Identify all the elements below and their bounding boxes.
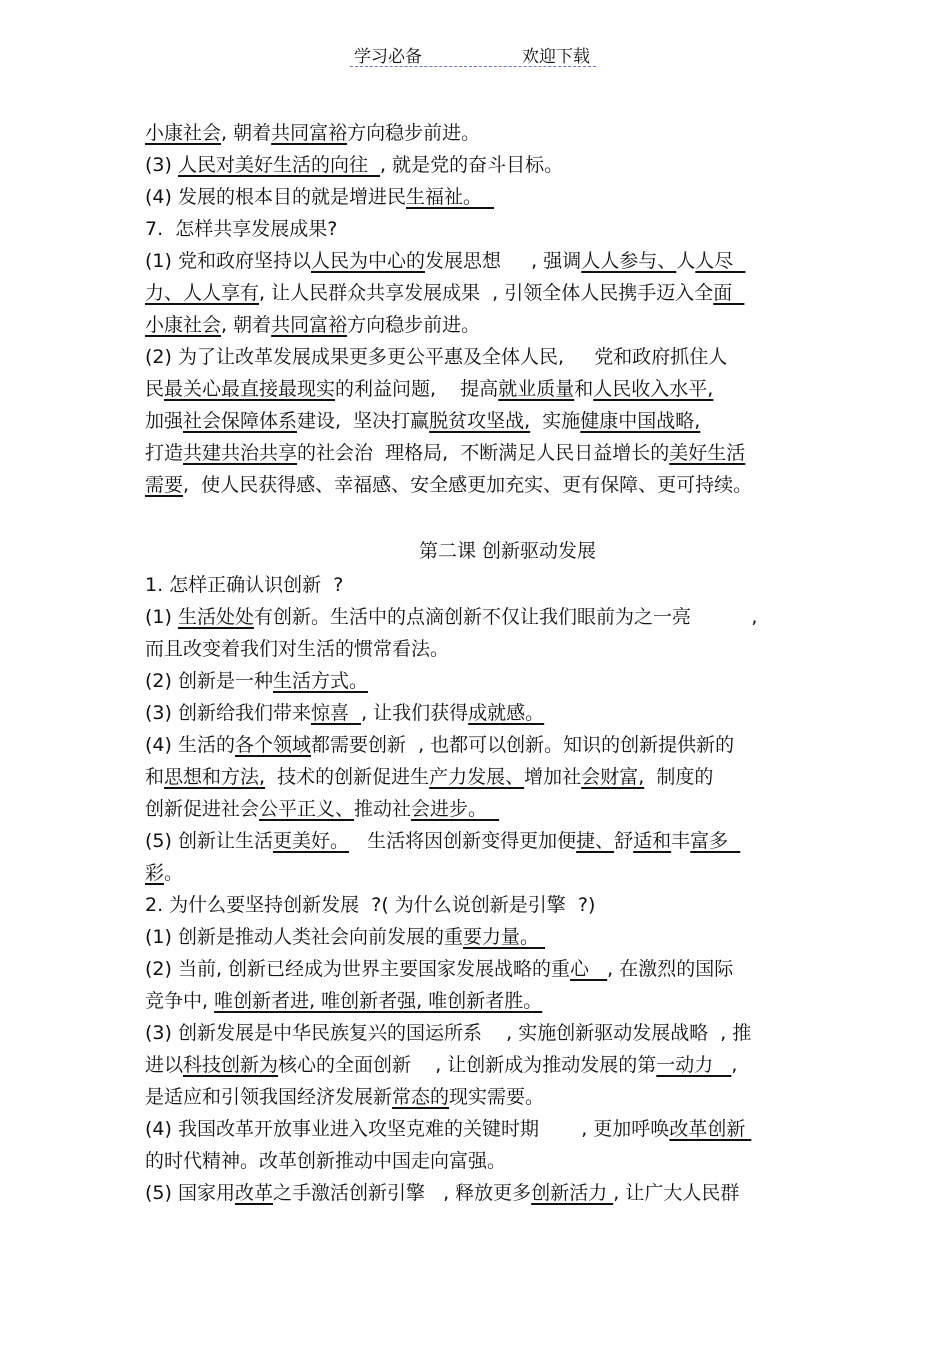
text-segment: , 让我们获得 xyxy=(361,702,469,724)
text-segment: (4) 我国改革开放事业进入攻坚克难的关键时期 , 更加呼唤 xyxy=(145,1118,670,1140)
text-segment: 建设, 坚决打赢 xyxy=(297,410,430,432)
text-line xyxy=(145,1177,810,1209)
text-segment: 的时代精神。改革创新推动中国走向富强。 xyxy=(145,1150,507,1172)
text-segment: 生活将因创新变得更加便 xyxy=(348,830,577,852)
text-line xyxy=(145,569,810,601)
text-line xyxy=(145,1017,810,1049)
text-line xyxy=(145,793,810,825)
text-line xyxy=(145,469,810,501)
text-line xyxy=(145,601,810,633)
underlined-key-term: 生活处处 xyxy=(177,606,254,628)
lesson-one-section xyxy=(145,117,810,501)
text-line xyxy=(145,921,810,953)
text-segment: (1) 党和政府坚持以 xyxy=(145,250,311,272)
text-line xyxy=(145,1145,810,1177)
underlined-key-term: 人人参与、 xyxy=(581,250,677,272)
text-segment: 2. 为什么要坚持创新发展 ?( 为什么说创新是引擎 ?) xyxy=(145,894,596,916)
underlined-key-term: 需要 xyxy=(145,474,184,496)
underlined-key-term: 脱贫攻坚战, xyxy=(429,410,531,432)
underlined-key-term: 健康中国战略, xyxy=(580,410,701,432)
text-segment: (5) 国家用 xyxy=(145,1182,235,1204)
underlined-key-term: 成就感。 xyxy=(468,702,545,724)
text-segment: 和 xyxy=(574,378,594,400)
text-segment: (2) 为了让改革发展成果更多更公平惠及全体人民, 党和政府抓住人 xyxy=(145,346,728,368)
text-line xyxy=(145,953,810,985)
text-line xyxy=(145,181,810,213)
text-segment: , 朝着 xyxy=(221,314,272,336)
text-segment: (4) 发展的根本目的就是增进民 xyxy=(145,186,406,208)
underlined-key-term: 科技创新为 xyxy=(183,1054,279,1076)
underlined-key-term: 小康社会 xyxy=(145,122,222,144)
text-segment: 核心的全面创新 , 让创新成为推动发展的第 xyxy=(278,1054,657,1076)
text-line xyxy=(145,245,810,277)
text-segment: , 朝着 xyxy=(221,122,272,144)
underlined-key-term: 唯创新者进, 唯创新者强, 唯创新者胜。 xyxy=(214,990,543,1012)
underlined-key-term: 小康社会 xyxy=(145,314,222,336)
text-line xyxy=(145,857,810,889)
text-segment: (1) xyxy=(145,606,178,628)
underlined-key-term: 心 xyxy=(570,958,608,980)
text-segment: 而且改变着我们对生活的惯常看法。 xyxy=(145,638,450,660)
text-segment: , 使人民获得感、幸福感、安全感更加充实、更有保障、更可持续。 xyxy=(183,474,753,496)
underlined-key-term: 捷、 xyxy=(576,830,615,852)
text-segment: 技术的创新促进生 xyxy=(265,766,430,788)
underlined-key-term: 一动力 xyxy=(656,1054,732,1076)
text-line xyxy=(145,633,810,665)
underlined-key-term: 人民对美好生活的向往 xyxy=(177,154,381,176)
underlined-key-term: 美好生活 xyxy=(669,442,746,464)
text-segment: (2) 当前, 创新已经成为世界主要国家发展战略的重 xyxy=(145,958,571,980)
underlined-key-term: 适和 xyxy=(633,830,672,852)
text-line xyxy=(145,149,810,181)
text-segment: 7. 怎样共享发展成果? xyxy=(145,218,338,240)
underlined-key-term: 就业质量 xyxy=(498,378,575,400)
text-segment: 发展思想 , 强调 xyxy=(424,250,582,272)
text-segment: 制度的 xyxy=(644,766,714,788)
underlined-key-term: 更美好。 xyxy=(272,830,349,852)
text-segment: 人 xyxy=(676,250,696,272)
text-segment: 创新促进社会 xyxy=(145,798,260,820)
text-line xyxy=(145,729,810,761)
text-segment: , 就是党的奋斗目标。 xyxy=(380,154,564,176)
text-line xyxy=(145,985,810,1017)
text-segment: 舒 xyxy=(614,830,634,852)
underlined-key-term: 常态的 xyxy=(392,1086,450,1108)
underlined-key-term: 面 xyxy=(713,282,745,304)
underlined-key-term: 生福祉。 xyxy=(405,186,495,208)
underlined-key-term: 共同富裕 xyxy=(271,314,348,336)
text-segment: 1. 怎样正确认识创新 ? xyxy=(145,574,344,596)
text-line xyxy=(145,825,810,857)
text-segment: , 让广大人民群 xyxy=(613,1182,740,1204)
page-header xyxy=(350,40,596,67)
text-segment: 。 xyxy=(164,862,184,884)
text-segment: 推动社 xyxy=(354,798,412,820)
underlined-key-term: 彩 xyxy=(145,862,165,884)
text-segment: 丰 xyxy=(671,830,691,852)
text-segment: 打造 xyxy=(145,442,184,464)
text-segment: 进以 xyxy=(145,1054,184,1076)
underlined-key-term: 创新活力 xyxy=(531,1182,614,1204)
header-left-text: 学习必备 xyxy=(354,47,422,67)
text-line xyxy=(145,1081,810,1113)
text-segment: (4) 生活的 xyxy=(145,734,235,756)
underlined-key-term: 改革 xyxy=(234,1182,273,1204)
underlined-key-term: 最关心最直接最现实 xyxy=(164,378,336,400)
text-segment: , xyxy=(731,1054,738,1076)
underlined-key-term: 思想和方法, xyxy=(164,766,266,788)
text-line xyxy=(145,309,810,341)
text-segment: 方向稳步前进。 xyxy=(347,314,481,336)
text-segment: 增加社 xyxy=(524,766,582,788)
text-line xyxy=(145,277,810,309)
text-segment: , 让人民群众共享发展成果 , 引领全体人民携手迈入全 xyxy=(259,282,714,304)
text-segment: (5) 创新让生活 xyxy=(145,830,273,852)
underlined-key-term: 惊喜 xyxy=(310,702,362,724)
text-segment: 现实需要。 xyxy=(449,1086,545,1108)
text-segment: 是适应和引领我国经济发展新 xyxy=(145,1086,393,1108)
header-right-text: 欢迎下载 xyxy=(522,47,590,67)
text-line xyxy=(145,117,810,149)
text-segment: (3) 创新给我们带来 xyxy=(145,702,311,724)
underlined-key-term: 要力量。 xyxy=(462,926,546,948)
text-segment: (3) xyxy=(145,154,178,176)
lesson-title: 第二课 创新驱动发展 xyxy=(418,540,597,562)
text-segment: 方向稳步前进。 xyxy=(347,122,481,144)
lesson-two-section xyxy=(145,569,810,1209)
text-segment: 之手激活创新引擎 , 释放更多 xyxy=(272,1182,532,1204)
text-line xyxy=(145,213,810,245)
document-body xyxy=(145,117,810,1209)
text-line xyxy=(145,697,810,729)
text-line xyxy=(145,665,810,697)
text-segment: (2) 创新是一种 xyxy=(145,670,273,692)
text-segment: 的利益问题, 提高 xyxy=(335,378,499,400)
underlined-key-term: 人民为中心的 xyxy=(310,250,425,272)
text-line xyxy=(145,373,810,405)
text-line xyxy=(145,1113,810,1145)
text-segment: 加强 xyxy=(145,410,184,432)
underlined-key-term: 人尽 xyxy=(695,250,746,272)
underlined-key-term: 产力发展、 xyxy=(429,766,525,788)
text-line xyxy=(145,1049,810,1081)
text-line xyxy=(145,341,810,373)
text-line xyxy=(145,405,810,437)
underlined-key-term: 社会保障体系 xyxy=(183,410,298,432)
underlined-key-term: 富多 xyxy=(690,830,741,852)
text-segment: 实施 xyxy=(530,410,581,432)
text-segment: , 在激烈的国际 xyxy=(607,958,734,980)
text-segment: 有创新。生活中的点滴创新不仅让我们眼前为之一亮 , xyxy=(253,606,758,628)
text-segment: 的社会治 理格局, 不断满足人民日益增长的 xyxy=(297,442,670,464)
underlined-key-term: 共同富裕 xyxy=(271,122,348,144)
text-segment: 和 xyxy=(145,766,165,788)
underlined-key-term: 公平正义、 xyxy=(259,798,355,820)
text-line xyxy=(145,889,810,921)
underlined-key-term: 会进步。 xyxy=(411,798,500,820)
underlined-key-term: 生活方式。 xyxy=(272,670,368,692)
underlined-key-term: 力、人人享有 xyxy=(145,282,260,304)
text-line xyxy=(145,761,810,793)
underlined-key-term: 共建共治共享 xyxy=(183,442,298,464)
text-segment: 民 xyxy=(145,378,165,400)
text-segment: (3) 创新发展是中华民族复兴的国运所系 , 实施创新驱动发展战略 , 推 xyxy=(145,1022,752,1044)
underlined-key-term: 各个领域 xyxy=(234,734,311,756)
text-segment: 竞争中, xyxy=(145,990,215,1012)
underlined-key-term: 人民收入水平, xyxy=(593,378,714,400)
text-segment: 都需要创新 , 也都可以创新。知识的创新提供新的 xyxy=(310,734,735,756)
underlined-key-term: 会财富, xyxy=(581,766,645,788)
text-line xyxy=(145,437,810,469)
text-segment: (1) 创新是推动人类社会向前发展的重 xyxy=(145,926,463,948)
underlined-key-term: 改革创新 xyxy=(669,1118,752,1140)
